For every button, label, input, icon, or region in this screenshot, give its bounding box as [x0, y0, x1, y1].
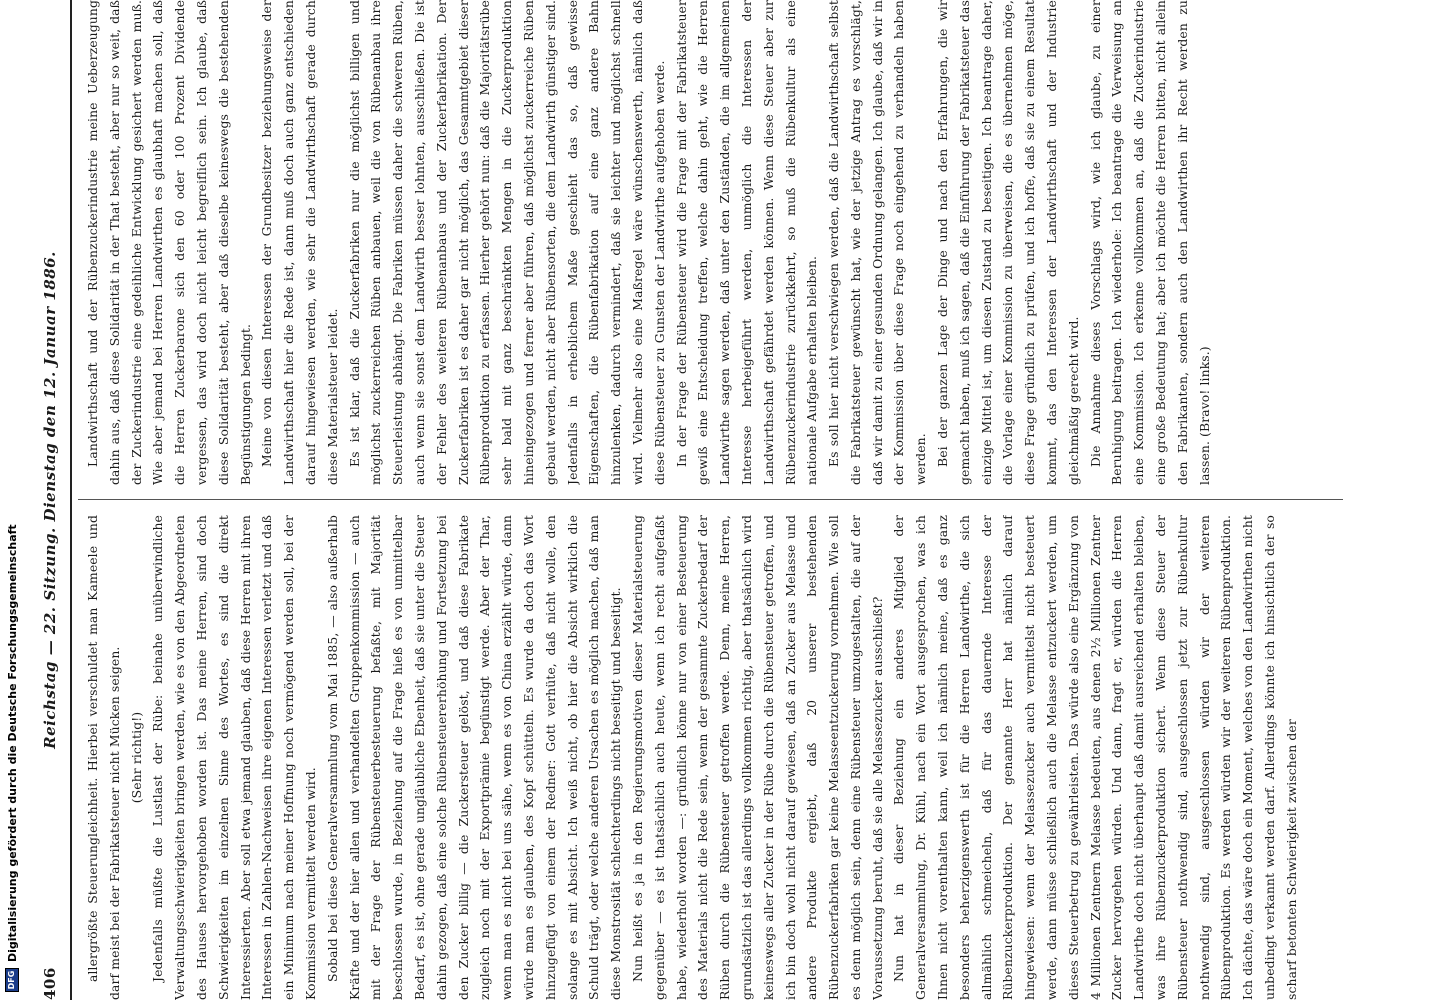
paragraph: In der Frage der Rübensteuer wird die Frage mit der Fabrikatsteuer gewiß eine Entscheidung treffen, welche dahin geht, wie die Herren Landwirthe sagen werden, daß unter den Zuständen, die im allgemeinen Interesse herbeigeführt werden, unmöglich die Interessen der Landwirthschaft gefährdet werden können. Wenn diese Steuer aber zur Rübenzuckerindustrie zurückkehrt, so muß die Rübenkultur als eine nationale Aufgabe erhalten bleiben. — [673, 0, 820, 485]
digitization-credit-strip — [0, 0, 24, 1000]
paragraph: Die Annahme dieses Vorschlags wird, wie ich glaube, zu einer Beruhigung beitragen. Ich wiederhole: Ich beantrage die Verweisung an eine Kommission. Ich erkenne vollkommen an, daß die Zuckerindustrie eine große Bedeutung hat; aber ich möchte die Herren bitten, nicht allein den Fabrikanten, sondern auch den Landwirthen ihr Recht werden zu lassen. (Bravo! links.) — [1087, 0, 1212, 485]
paragraph: Bei der ganzen Lage der Dinge und nach den Erfahrungen, die wir gemacht haben, muß ich sagen, daß die Einführung der Fabrikatsteuer das einzige Mittel ist, um diesen Zustand zu beseitigen. Ich beantrage daher, die Vorlage einer Kommission zu überweisen, die es übernehmen möge, diese Frage gründlich zu prüfen, und ich hoffe, daß sie zu einem Resultat kommt, das den Interessen der Landwirthschaft und der Industrie gleichmäßig gerecht wird. — [935, 0, 1081, 485]
digitization-credit-text: Digitalisierung gefördert durch die Deutsche Forschungsgemeinschaft — [5, 524, 19, 962]
interjection: (Sehr richtig!) — [128, 711, 144, 804]
header-rule — [70, 0, 72, 1000]
section-title — [41, 251, 59, 749]
paragraph: Jedenfalls müßte die Lustlast der Rübe: beinahe unüberwindliche Verwaltungsschwierigkeiten bringen werden, wie es von den Abgeordneten des Hauses hervorgehoben worden ist. Das meine Herren, sind doch Schwierigkeiten im einzelnen Sinne des Wortes, es sind die direkt Interessierten. Aber soll etwa jemand glauben, daß diese Herren mit ihren Interessen in Zahlen-Nachweisen ihre eigenen Interessen verletzt und daß ein Minimum nach meiner Hoffnung noch vermögend werden soll, bei der Kommission vermittelt werden wird. — [150, 515, 318, 1000]
digitization-credit — [0, 0, 24, 1000]
column-divider — [78, 499, 1343, 500]
paragraph: Nun hat in dieser Beziehung ein anderes Mitglied der Generalversammlung, Dr. Kühl, nach ein Wort ausgesprochen, was ich Ihnen nicht vorenthalten kann, weil ich nämlich meine, daß es ganz besonders beherzigenswerth ist für die Herren Landwirthe, die sich allmählich schmeicheln, daß für das dauernde Interesse der Rübenzuckerproduktion. Der genannte Herr hat nämlich darauf hingewiesen: wenn der Melassezucker auch vermittelst nicht besteuert werde, dann müsse schließlich auch die Melasse entzuckert werden, um dieses Steuerbetrug zu gewährleisten. Das würde also eine Ergänzung von 4 Millionen Zentnern Melasse bedeuten, aus denen 2½ Millionen Zentner Zucker hervorgehen würden. Und dann, fragt er, würden die Herren Landwirthe doch nicht überhaupt daß damit ausreichend erhalten bleiben, was ihre Rübenzuckerproduktion sichert. Wenn diese Steuer der Rübensteuer nothwendig sind, ausgeschlossen jetzt zur Rübenkultur nothwendig sind, ausgeschlossen würden wir der weiteren Rübenproduktion. Es werden würden wir der weiteren Rübenproduktion. Ich dächte, das wäre doch ein Moment, welches von den Landwirthen nicht unbedingt verkannt werden darf. Allerdings könnte ich hinsichtlich der so scharf betonten Schwierigkeit zwischen der — [891, 515, 1299, 1000]
paragraph: allergrößte Steuerungleichheit. Hierbei verschuldet man Kameele und darf meist bei der Fabrikatsteuer nicht Mücken seigen. — [85, 515, 122, 1000]
section-name: Reichstag — [41, 661, 59, 749]
paragraph: Meine von diesen Interessen der Grundbesitzer beziehungsweise der Landwirthschaft hier die Rede ist, dann muß doch auch ganz entschieden darauf hingewiesen werden, wie sehr die Landwirthschaft gerade durch diese Materialsteuer leidet. — [259, 0, 340, 485]
rotated-newspaper-page — [30, 0, 1360, 1000]
paragraph: Landwirthschaft und der Rübenzuckerindustrie meine Ueberzeugung dahin aus, daß diese Solidarität in der That besteht, aber nur so weit, daß der Zuckerindustrie eine gedeihliche Entwicklung gesichert werden muß. Wie aber jemand bei Herren Landwirthen es glaubhaft machen soll, daß die Herren Zuckerbarone sich den 60 oder 100 Prozent Dividende vergessen, das wird doch nicht leicht begreiflich sein. Ich glaube, daß diese Solidarität besteht, aber daß dieselbe keineswegs die bestehenden Begünstigungen bedingt. — [85, 0, 253, 485]
page-number: 406 — [41, 967, 59, 1000]
paragraph: Sobald bei diese Generalversammlung vom Mai 1885, — also außerhalb Kräfte und der hier allen und verhandelten Gruppenkommission — auch mit der Frage der Rübensteuerbesteuerung befaßte, mit Majorität beschlossen wurde, in Beziehung auf die Frage hieß es von unmittelbar Bedarf, es ist, ohne gerade ungläubliche Ebenheit, daß sie unter die Steuer dahin gezogen, daß eine solche Rübensteuererhöhung und Fortsetzung bei den Zucker billig — die Zuckersteuer gelöst, und daß diese Fabrikate zugleich noch mit der Exportprämie begünstigt werde. Aber der Thar, wenn man es nicht bei uns sähe, wenn es von China erzählt würde, dann würde man es glauben, des Kopf schütteln. Es wurde da doch das Wort hinzugefügt von einem der Redner: Gott verhüte, daß nicht wolle, den solange es mit Absicht. Ich weiß nicht, ob hier die Absicht wirklich die Schuld trägt, oder welche anderen Ursachen es möglich machen, daß man diese Monstrosität schlechterdings nicht beseitigt und beseitigt. — [324, 515, 624, 1000]
column-left — [82, 515, 1342, 1000]
session-date: — 22. Sitzung. Dienstag den 12. Januar 1886. — [41, 251, 59, 656]
dfg-logo: DFG — [5, 968, 19, 992]
column-right — [82, 0, 1342, 485]
running-head — [30, 0, 70, 1000]
paragraph: Es soll hier nicht verschwiegen werden, daß die Landwirthschaft selbst die Fabrikatsteuer gewünscht hat, wie der jetzige Antrag es vorschlägt, daß wir damit zu einer gesunden Ordnung gelangen. Ich glaube, daß wir in der Kommission über diese Frage noch eingehend zu verhandeln haben werden. — [826, 0, 929, 485]
paragraph: Es ist klar, daß die Zuckerfabriken nur die möglichst billigen und möglichst zuckerreichen Rüben anbauen, weil die von Rübenanbau ihre Steuerleistung abhängt. Die Fabriken müssen daher die schweren Rüben, auch wenn sie sonst dem Landwirth besser lohnten, ausschließen. Die ist der Fehler des weiteren Rübenanbaus und der Zuckerfabrikation. Der Zuckerfabriken ist es daher gar nicht möglich, das Gesammtgebiet dieser Rübenproduktion zu erfassen. Hierher gehört nun: daß die Majoritätsrübe sehr bald mit ganz beschränkten Mengen in die Zuckerproduktion hineingezogen und ferner aber führen, daß möglichst zuckerreiche Rüben gebaut werden, nicht aber Rübensorten, die dem Landwirth günstiger sind. Jedenfalls in erheblichem Maße geschieht das so, daß gewisse Eigenschaften, die Rübenfabrikation auf eine ganz andere Bahn hinzulenken, dadurch vermindert, daß sie leichter und möglichst schnell wird. Vielmehr also eine Maßregel wäre wünschenswerth, nämlich daß diese Rübensteuer zu Gunsten der Landwirthe aufgehoben werde. — [346, 0, 667, 485]
paragraph: Nun heißt es ja in den Regierungsmotiven dieser Materialsteuerung gegenüber — es ist thatsächlich auch heute, wenn ich recht aufgefaßt habe, wiederholt worden —: gründlich könne nur von einer Besteuerung des Materials nicht die Rede sein, wenn der gesammte Zuckerbedarf der Rüben durch die Rübensteuer getroffen werde. Denn, meine Herren, grundsätzlich ist das allerdings vollkommen richtig, aber thatsächlich wird keineswegs aller Zucker in der Rübe durch die Rübensteuer getroffen, und ich bin doch wohl nicht darauf gewiesen, daß an Zucker aus Melasse und andere Produkte ergiebt, daß 20 unserer bestehenden Rübenzuckerfabriken gar keine Melasseentzuckerung vornehmen. Wie soll es denn möglich sein, denn eine Rübensteuer umzugestalten, die auf der Voraussetzung beruht, daß sie alle Melassezucker ausschließt? — [629, 515, 885, 1000]
